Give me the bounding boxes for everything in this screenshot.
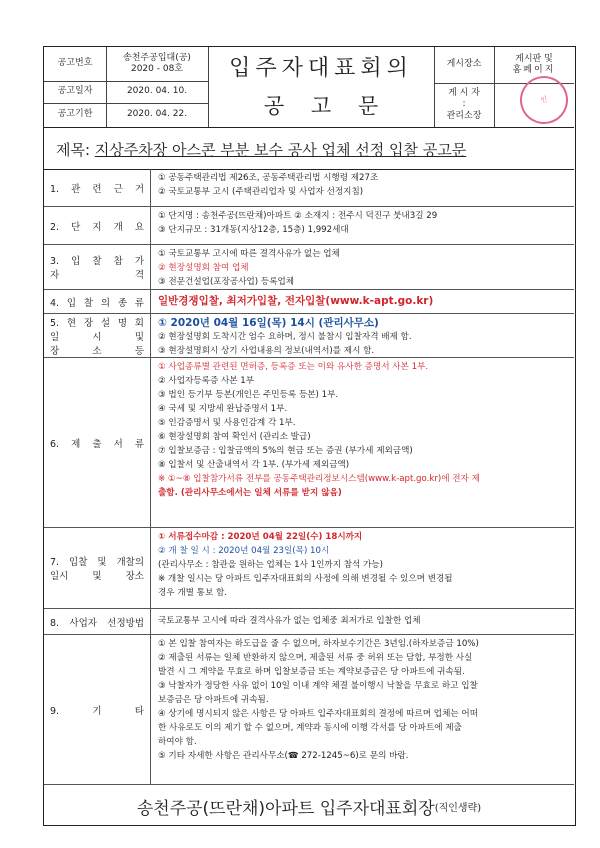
section-label-line: 일 시 및 — [50, 331, 144, 343]
section-content — [158, 245, 568, 289]
section-line: ※ ①~⑧ 입찰참가서류 전부를 공동주택관리정보시스템(www.k-apt.go.kr)에 전자 제 — [158, 474, 480, 484]
section-line: ① 2020년 04월 16일(목) 14시 (관리사무소) — [158, 317, 379, 329]
section-content — [158, 528, 568, 600]
section-row — [44, 609, 574, 635]
poster-label-line3: 관리소장 — [446, 110, 482, 121]
section-line: ⑥ 현장설명회 참여 확인서 (관리소 발급) — [158, 432, 311, 442]
section-line: 일반경쟁입찰, 최저가입찰, 전자입찰(www.k-apt.go.kr) — [158, 295, 434, 307]
section-line: 보증금은 당 아파트에 귀속됨. — [158, 695, 269, 705]
section-row — [44, 169, 574, 207]
section-line: 발견 시 그 계약을 무효로 하며 입찰보증금 또는 계약보증금은 당 아파트에 귀속됨. — [158, 667, 465, 677]
header-title-line2: 공 고 문 — [263, 93, 379, 118]
section-row — [44, 314, 574, 358]
footer-seal-note: (직인생략) — [434, 802, 482, 814]
section-label — [44, 207, 151, 244]
notice-period-value: 2020. 04. 22. — [126, 109, 188, 120]
section-line: ① 단지명 : 송천주공(뜨란채)아파트 ② 소재지 : 전주시 덕진구 붓내3길 29 — [158, 211, 438, 221]
section-label-line: 9. 기 타 — [50, 705, 144, 717]
section-label-line: 2. 단 지 개 요 — [50, 221, 144, 233]
section-content — [158, 609, 568, 628]
footer-signer: 송천주공(뜨란채)아파트 입주자대표회장 — [136, 798, 435, 819]
section-line: ① 서류접수마감 : 2020년 04월 22일(수) 18시까지 — [158, 532, 363, 542]
section-line: ① 본 입찰 참여자는 하도급을 줄 수 없으며, 하자보수기간은 3년임.(하자보증금 10%) — [158, 639, 479, 649]
posting-place-label: 게시장소 — [446, 59, 482, 70]
section-content — [158, 290, 568, 308]
section-content — [158, 358, 568, 500]
section-label-line: 1. 관 련 근 거 — [50, 183, 144, 195]
section-line: ③ 전문건설업(포장공사업) 등록업체 — [158, 277, 295, 287]
section-row — [44, 245, 574, 290]
section-line: ⑤ 기타 자세한 사항은 관리사무소(☎ 272-1245~6)로 문의 바람. — [158, 751, 409, 761]
section-label-line: 장 소 등 — [50, 345, 144, 357]
notice-header — [44, 47, 574, 128]
section-label-line: 3. 입 찰 참 가 — [50, 256, 144, 267]
section-label — [44, 635, 151, 784]
section-line: ② 개 찰 일 시 : 2020년 04월 23일(목) 10시 — [158, 546, 330, 556]
section-content — [158, 314, 568, 358]
notice-title-box — [44, 127, 574, 170]
section-line: ③ 현장설명회시 상기 사업내용의 정보(내역서)를 제시 함. — [158, 346, 375, 356]
section-line: (관리사무소 : 참관을 원하는 업체는 1사 1인까지 참석 가능) — [158, 560, 384, 570]
seal-stamp-text: 인 — [539, 95, 549, 105]
poster-label-line2: : — [462, 99, 466, 110]
section-label-line: 4. 입 찰 의 종 류 — [50, 297, 144, 309]
section-label — [44, 358, 151, 527]
section-line: ② 국토교통부 고시 (주택관리업자 및 사업자 선정지침) — [158, 187, 364, 197]
section-label — [44, 169, 151, 206]
notice-no-line2: 2020 - 08호 — [130, 64, 184, 74]
section-line: ② 현장설명회 도착시간 엄수 요하며, 정시 불참시 입찰자격 배제 함. — [158, 332, 412, 342]
section-label-line: 일시 및 장소 — [50, 571, 144, 582]
section-row — [44, 635, 574, 785]
notice-no-line1: 송천주공입대(공) — [123, 52, 191, 63]
section-line: 경우 개별 통보 함. — [158, 588, 228, 598]
notice-footer — [44, 787, 574, 825]
section-line: ⑧ 입찰서 및 산출내역서 각 1부. (부가세 제외금액) — [158, 460, 350, 470]
poster-label-line1: 게 시 자 — [448, 88, 480, 99]
section-line: ③ 낙찰자가 정당한 사유 없이 10일 이내 계약 체결 불이행시 낙찰을 무효로 하고 입찰 — [158, 681, 478, 691]
posting-place-line1: 게시판 및 — [515, 53, 553, 64]
notice-no-value — [106, 47, 208, 81]
section-line: 한 사유로도 이의 제기 할 수 없으며, 계약과 동시에 이행 각서를 당 아파트에 제출 — [158, 723, 462, 733]
section-content — [158, 169, 568, 199]
section-label-line: 8. 사업자 선정방법 — [50, 617, 144, 629]
section-label-line: 6. 제 출 서 류 — [50, 438, 144, 450]
section-line: ② 사업자등록증 사본 1부 — [158, 376, 255, 386]
section-line: ① 국토교통부 고시에 따른 결격사유가 없는 업체 — [158, 249, 340, 259]
section-line: ⑦ 입찰보증금 : 입찰금액의 5%의 현금 또는 증권 (부가세 제외금액) — [158, 446, 413, 456]
section-line: 출함. (관리사무소에서는 일체 서류를 받지 않음) — [158, 488, 342, 498]
section-line: ① 공동주택관리법 제26조, 공동주택관리법 시행령 제27조 — [158, 173, 379, 183]
section-line: ※ 개찰 일시는 당 아파트 입주자대표회의 사정에 의해 변경될 수 있으며 변경될 — [158, 574, 453, 584]
poster-label — [434, 83, 494, 127]
section-label — [44, 314, 151, 357]
section-line: ③ 단지규모 : 31개동(지상12층, 15층) 1,992세대 — [158, 225, 349, 235]
header-title-line1: 입주자대표회의 — [229, 56, 413, 82]
section-row — [44, 358, 574, 528]
section-content — [158, 635, 568, 763]
notice-period-label: 공고기한 — [57, 109, 93, 120]
section-content — [158, 207, 568, 237]
section-label — [44, 528, 151, 608]
posting-place-line2: 홈페이지 — [512, 65, 556, 75]
section-line: ② 현장설명회 참여 업체 — [158, 263, 249, 273]
section-label — [44, 290, 151, 313]
section-row — [44, 207, 574, 245]
notice-title — [56, 139, 466, 160]
section-row — [44, 290, 574, 314]
section-line: ⑤ 인감증명서 및 사용인감계 각 1부. — [158, 418, 296, 428]
section-line: ④ 상기에 명시되지 않은 사항은 당 아파트 입주자대표회의 결정에 따르며 업체는 어떠 — [158, 709, 479, 719]
section-label-line: 자 격 — [50, 270, 144, 281]
notice-frame — [43, 46, 576, 826]
section-label-line: 7. 입찰 및 개찰의 — [50, 557, 144, 568]
notice-date-label: 공고일자 — [57, 86, 93, 97]
section-line: 국토교통부 고시에 따라 결격사유가 없는 업체중 최저가로 입찰한 업체 — [158, 616, 421, 626]
notice-date-value: 2020. 04. 10. — [126, 86, 188, 97]
section-line: ① 사업종류별 관련된 면허증, 등록증 또는 이와 유사한 증명서 사본 1부. — [158, 362, 429, 372]
section-row — [44, 528, 574, 609]
section-line: ② 제출된 서류는 일체 반환하지 않으며, 제출된 서류 중 허위 또는 담합, 부정한 사실 — [158, 653, 473, 663]
section-label — [44, 245, 151, 289]
section-label-line: 5. 현 장 설 명 회 — [50, 317, 144, 329]
section-line: 하여야 함. — [158, 737, 197, 747]
section-line: ③ 법인 등기부 등본(개인은 주민등록 등본) 1부. — [158, 390, 339, 400]
title-subject: 지상주차장 아스콘 부분 보수 공사 업체 선정 입찰 공고문 — [94, 141, 467, 159]
section-line: ④ 국세 및 지방세 완납증명서 1부. — [158, 404, 288, 414]
notice-no-label: 공고번호 — [57, 58, 93, 69]
section-label — [44, 609, 151, 634]
title-prefix: 제목: — [56, 141, 95, 159]
